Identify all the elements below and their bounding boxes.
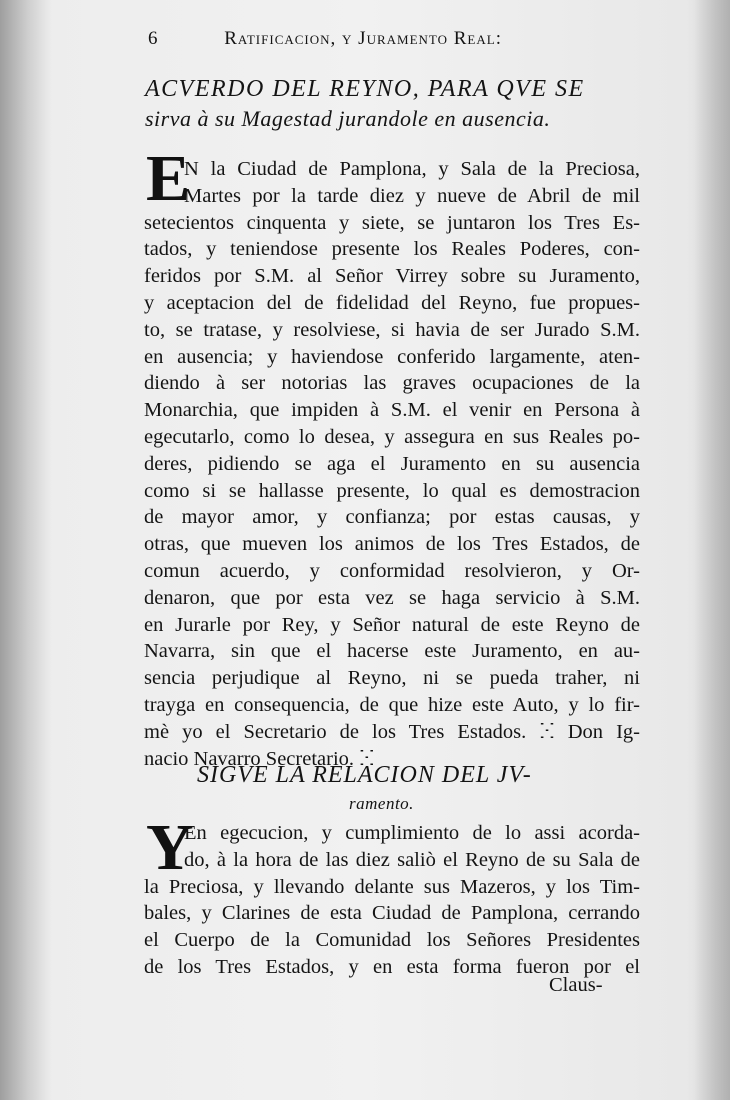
text-line: otras, que mueven los animos de los Tres Estados, de <box>144 533 640 556</box>
text-line: denaron, que por esta vez se haga servicio à S.M. <box>144 586 640 609</box>
section-title-line-2: sirva à su Magestad jurandole en ausencia. <box>145 106 551 131</box>
text-line: mè yo el Secretario de los Tres Estados. ⵘ Don Ig- <box>144 720 640 743</box>
text-line: Navarra, sin que el hacerse este Juramento, en au- <box>144 640 640 663</box>
text-line: como si se hallasse presente, lo qual es demostracion <box>144 479 640 502</box>
section-title-line-1: SIGVE LA RELACION DEL JV- <box>197 762 532 788</box>
running-header <box>148 28 648 50</box>
text-line: en ausencia; y haviendose conferido largamente, aten- <box>144 345 640 368</box>
drop-cap-e: E <box>146 142 191 215</box>
text-line: nacio Navarro Secretario. ⵘ <box>144 747 375 770</box>
text-line: to, se tratase, y resolviese, si havia de ser Jurado S.M. <box>144 318 640 341</box>
section-title-line-1: ACVERDO DEL REYNO, PARA QVE SE <box>145 76 585 102</box>
section-title-line-2: ramento. <box>349 794 414 813</box>
catchword: Claus- <box>549 974 603 996</box>
text-line: en Jurarle por Rey, y Señor natural de este Reyno de <box>144 613 640 636</box>
text-line: y aceptacion del de fidelidad del Reyno, fue propues- <box>144 291 640 314</box>
text-line: trayga en consequencia, de que hize este Auto, y lo fir- <box>144 693 640 716</box>
text-line: egecutarlo, como lo desea, y assegura en sus Reales po- <box>144 425 640 448</box>
running-title: Ratificacion, y Juramento Real: <box>224 28 502 49</box>
text-line: Martes por la tarde diez y nueve de Abril de mil <box>184 184 640 207</box>
gutter-shadow <box>0 0 52 1100</box>
text-line: el Cuerpo de la Comunidad los Señores Presidentes <box>144 929 640 952</box>
text-line: comun acuerdo, y conformidad resolvieron, y Or- <box>144 559 640 582</box>
text-line: do, à la hora de las diez saliò el Reyno de su Sala de <box>184 848 640 871</box>
text-line: feridos por S.M. al Señor Virrey sobre su Juramento, <box>144 265 640 288</box>
text-line: En egecucion, y cumplimiento de lo assi acorda- <box>184 822 640 844</box>
text-line: Monarchia, que impiden à S.M. el venir en Persona à <box>144 399 640 422</box>
text-line: de los Tres Estados, y en esta forma fueron por el <box>144 955 640 978</box>
text-line: N la Ciudad de Pamplona, y Sala de la Preciosa, <box>184 158 640 180</box>
text-line: la Preciosa, y llevando delante sus Mazeros, y los Tim- <box>144 875 640 898</box>
page-number: 6 <box>148 28 159 49</box>
paragraph-acuerdo <box>144 156 640 772</box>
section-title-relacion <box>197 762 657 813</box>
section-title-acuerdo <box>145 74 645 134</box>
text-line: bales, y Clarines de esta Ciudad de Pamplona, cerrando <box>144 902 640 925</box>
text-line: setecientos cinquenta y siete, se juntaron los Tres Es- <box>144 211 640 234</box>
text-line: sencia perjudique al Reyno, ni se pueda traher, ni <box>144 667 640 690</box>
text-line: de mayor amor, y confianza; por estas causas, y <box>144 506 640 529</box>
paragraph-relacion <box>144 820 640 981</box>
drop-cap-y: Y <box>146 811 194 884</box>
text-line: diendo à ser notorias las graves ocupaciones de la <box>144 372 640 395</box>
text-line: tados, y teniendose presente los Reales Poderes, con- <box>144 238 640 261</box>
text-line: deres, pidiendo se aga el Juramento en su ausencia <box>144 452 640 475</box>
